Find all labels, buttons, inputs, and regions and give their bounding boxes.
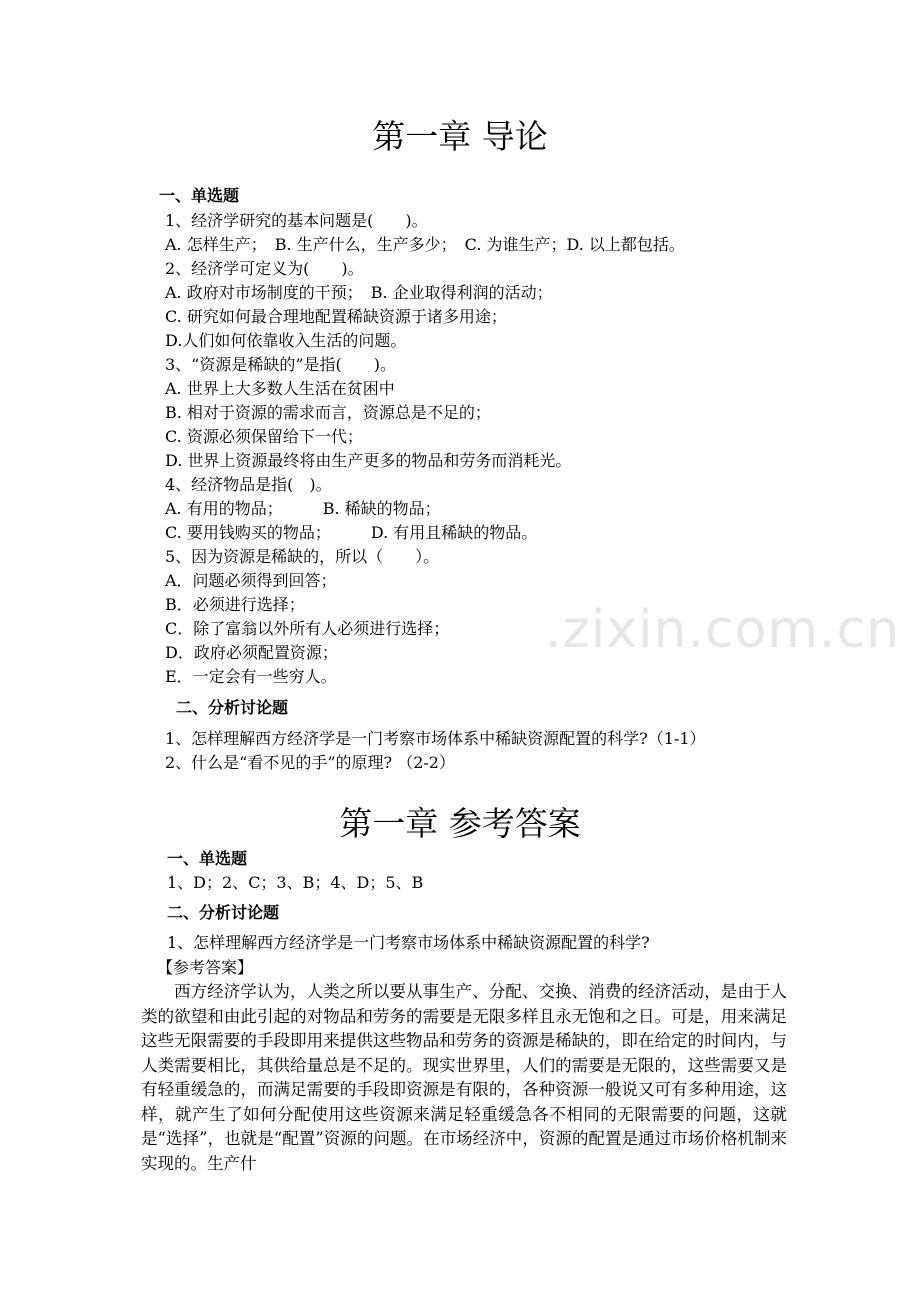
chapter-title: 第一章 导论 xyxy=(372,117,548,156)
question-line: A. 世界上大多数人生活在贫困中 xyxy=(165,379,395,398)
question-line: A. 政府对市场制度的干预； B. 企业取得利润的活动； xyxy=(165,283,553,302)
question-line: C．除了富翁以外所有人必须进行选择； xyxy=(165,619,450,638)
section-discussion-title: 二、分析讨论题 xyxy=(176,698,289,717)
question-line: 1、经济学研究的基本问题是( )。 xyxy=(165,211,428,230)
question-line: B. 相对于资源的需求而言，资源总是不足的； xyxy=(165,403,491,422)
discussion-question: 2、什么是“看不见的手”的原理? （2-2） xyxy=(165,753,455,772)
reference-answer-label: 【参考答案】 xyxy=(157,958,254,977)
question-line: C. 要用钱购买的物品； D. 有用且稀缺的物品。 xyxy=(165,523,538,542)
answer-single-choice-title: 一、单选题 xyxy=(167,849,248,868)
question-line: 3、“资源是稀缺的”是指( )。 xyxy=(165,355,397,374)
question-line: B．必须进行选择； xyxy=(165,595,305,614)
answer-discussion-title: 二、分析讨论题 xyxy=(167,903,280,922)
question-line: C. 研究如何最合理地配置稀缺资源于诸多用途； xyxy=(165,307,507,326)
question-line: 5、因为资源是稀缺的，所以（ ）。 xyxy=(165,547,440,566)
answer-question: 1、怎样理解西方经济学是一门考察市场体系中稀缺资源配置的科学? xyxy=(167,933,650,952)
question-line: D. 世界上资源最终将由生产更多的物品和劳务而消耗光。 xyxy=(165,451,572,470)
question-line: E．一定会有一些穷人。 xyxy=(165,667,337,686)
question-line: A．问题必须得到回答； xyxy=(165,571,337,590)
question-line: 4、经济物品是指( )。 xyxy=(165,475,332,494)
question-line: D.人们如何依靠收入生活的问题。 xyxy=(165,331,407,350)
question-line: A. 怎样生产； B. 生产什么，生产多少； C. 为谁生产；D. 以上都包括。 xyxy=(165,235,685,254)
answer-paragraph: 西方经济学认为，人类之所以要从事生产、分配、交换、消费的经济活动，是由于人类的欲望和由此引起的对物品和劳务的需要是无限多样且永无饱和之日。可是，用来满足这些无限需要的手段即用来提供这些物品和劳务的资源是稀缺的，即在给定的时间内，与人类需要相比，其供给量总是不足的。现实世界里，人们的需要是无限的，这些需要又是有轻重缓急的，而满足需要的手段即资源是有限的，各种资源一般说又可有多种用途，这样，就产生了如何分配使用这些资源来满足轻重缓急各不相同的无限需要的问题，这就是“选择”，也就是“配置”资源的问题。在市场经济中，资源的配置是通过市场价格机制来实现的。生产什 xyxy=(141,982,787,1173)
answer-title: 第一章 参考答案 xyxy=(339,804,581,843)
section-single-choice-title: 一、单选题 xyxy=(159,186,240,205)
question-line: D．政府必须配置资源； xyxy=(165,643,338,662)
answer-key: 1、D；2、C；3、B；4、D；5、B xyxy=(167,873,424,892)
watermark: .zixin.com.cn xyxy=(545,600,901,660)
question-line: C. 资源必须保留给下一代； xyxy=(165,427,363,446)
discussion-question: 1、怎样理解西方经济学是一门考察市场体系中稀缺资源配置的科学?（1-1） xyxy=(165,729,706,748)
question-line: 2、经济学可定义为( )。 xyxy=(165,259,364,278)
question-line: A. 有用的物品； B. 稀缺的物品； xyxy=(165,499,441,518)
